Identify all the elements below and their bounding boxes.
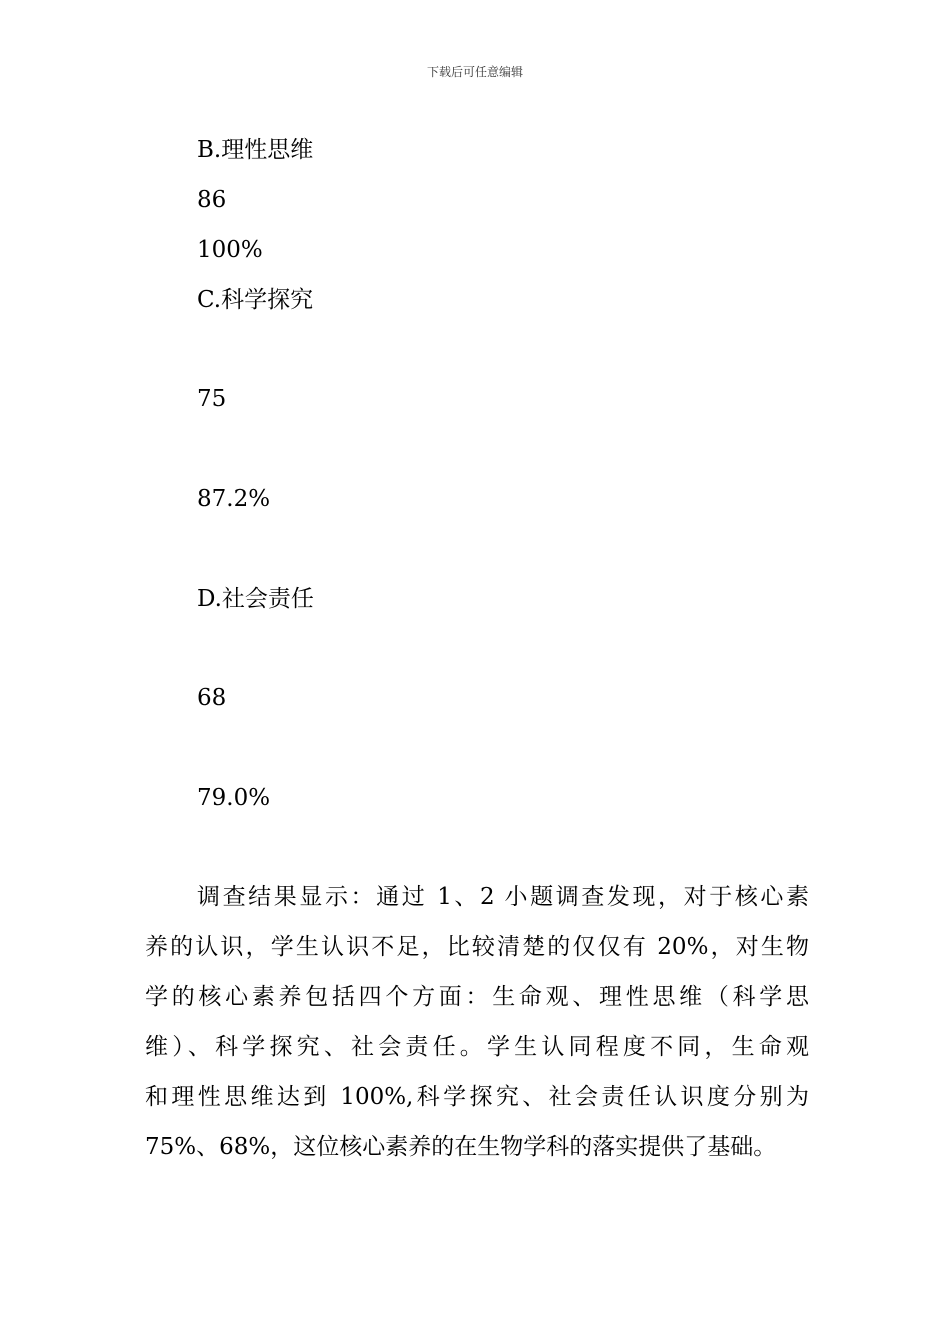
option-c-count: 75 [197, 386, 227, 412]
option-b-count: 86 [197, 187, 227, 213]
option-d-count: 68 [197, 685, 227, 711]
summary-line: 维）、科学探究、社会责任。学生认同程度不同，生命观 [145, 1034, 809, 1060]
summary-line: 和理性思维达到 100%,科学探究、社会责任认识度分别为 [145, 1084, 809, 1110]
option-d-percent: 79.0% [197, 785, 271, 811]
summary-line: 养的认识，学生认识不足，比较清楚的仅仅有 20%，对生物 [145, 934, 809, 960]
option-d-label: D.社会责任 [197, 586, 314, 612]
option-b-percent: 100% [197, 237, 263, 263]
page-header: 下载后可任意编辑 [426, 65, 523, 79]
summary-line: 75%、68%，这位核心素养的在生物学科的落实提供了基础。 [145, 1134, 777, 1160]
option-c-percent: 87.2% [197, 486, 271, 512]
summary-paragraph [145, 872, 809, 1172]
summary-line: 学的核心素养包括四个方面：生命观、理性思维（科学思 [145, 984, 809, 1010]
option-c-label: C.科学探究 [197, 287, 314, 313]
option-b-label: B.理性思维 [197, 137, 314, 163]
summary-line: 调查结果显示：通过 1、2 小题调查发现，对于核心素 [197, 884, 809, 910]
